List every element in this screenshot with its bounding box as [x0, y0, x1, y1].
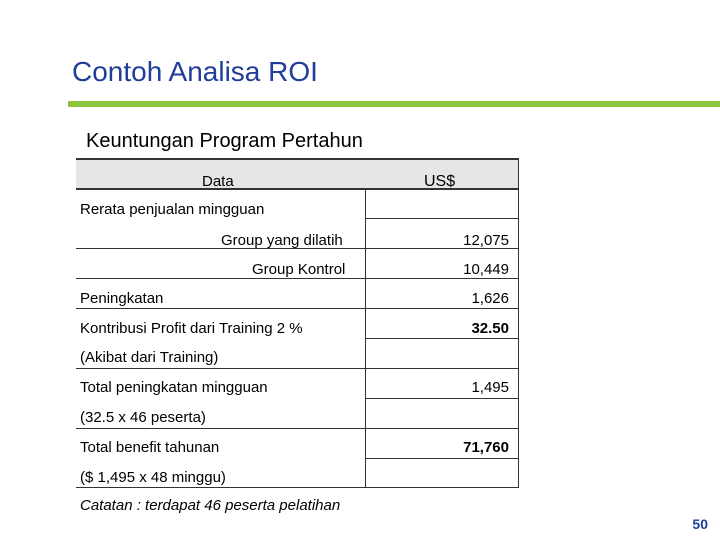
row-divider [365, 398, 518, 399]
row-value: 10,449 [463, 261, 509, 278]
row-label: Rerata penjualan mingguan [80, 201, 265, 218]
row-divider [76, 278, 518, 279]
table-right-border [518, 158, 519, 488]
footnote: Catatan : terdapat 46 peserta pelatihan [80, 497, 341, 514]
slide-title: Contoh Analisa ROI [72, 56, 318, 87]
row-label: (32.5 x 46 peserta) [80, 409, 206, 426]
row-label: Group yang dilatih [221, 232, 343, 249]
row-divider [76, 308, 518, 309]
row-value: 32.50 [471, 320, 509, 337]
row-divider [76, 487, 518, 488]
row-label: Total peningkatan mingguan [80, 379, 268, 396]
row-divider [365, 338, 518, 339]
row-divider [365, 458, 518, 459]
row-value: 71,760 [463, 439, 509, 456]
row-value: 1,495 [471, 379, 509, 396]
row-value: 12,075 [463, 232, 509, 249]
row-label: ($ 1,495 x 48 minggu) [80, 469, 226, 486]
row-label: Kontribusi Profit dari Training 2 % [80, 320, 303, 337]
row-divider [76, 368, 518, 369]
header-usd: US$ [424, 173, 456, 190]
row-divider [76, 428, 518, 429]
row-label: Peningkatan [80, 290, 164, 307]
roi-table [76, 158, 520, 488]
row-divider [365, 218, 518, 219]
row-label: Total benefit tahunan [80, 439, 220, 456]
table-subtitle: Keuntungan Program Pertahun [86, 130, 363, 152]
title-underline [68, 101, 720, 107]
row-label: Group Kontrol [252, 261, 346, 278]
page-number: 50 [692, 516, 708, 532]
table-header [76, 158, 518, 190]
row-label: (Akibat dari Training) [80, 349, 219, 366]
header-data: Data [202, 173, 234, 190]
row-value: 1,626 [471, 290, 509, 307]
